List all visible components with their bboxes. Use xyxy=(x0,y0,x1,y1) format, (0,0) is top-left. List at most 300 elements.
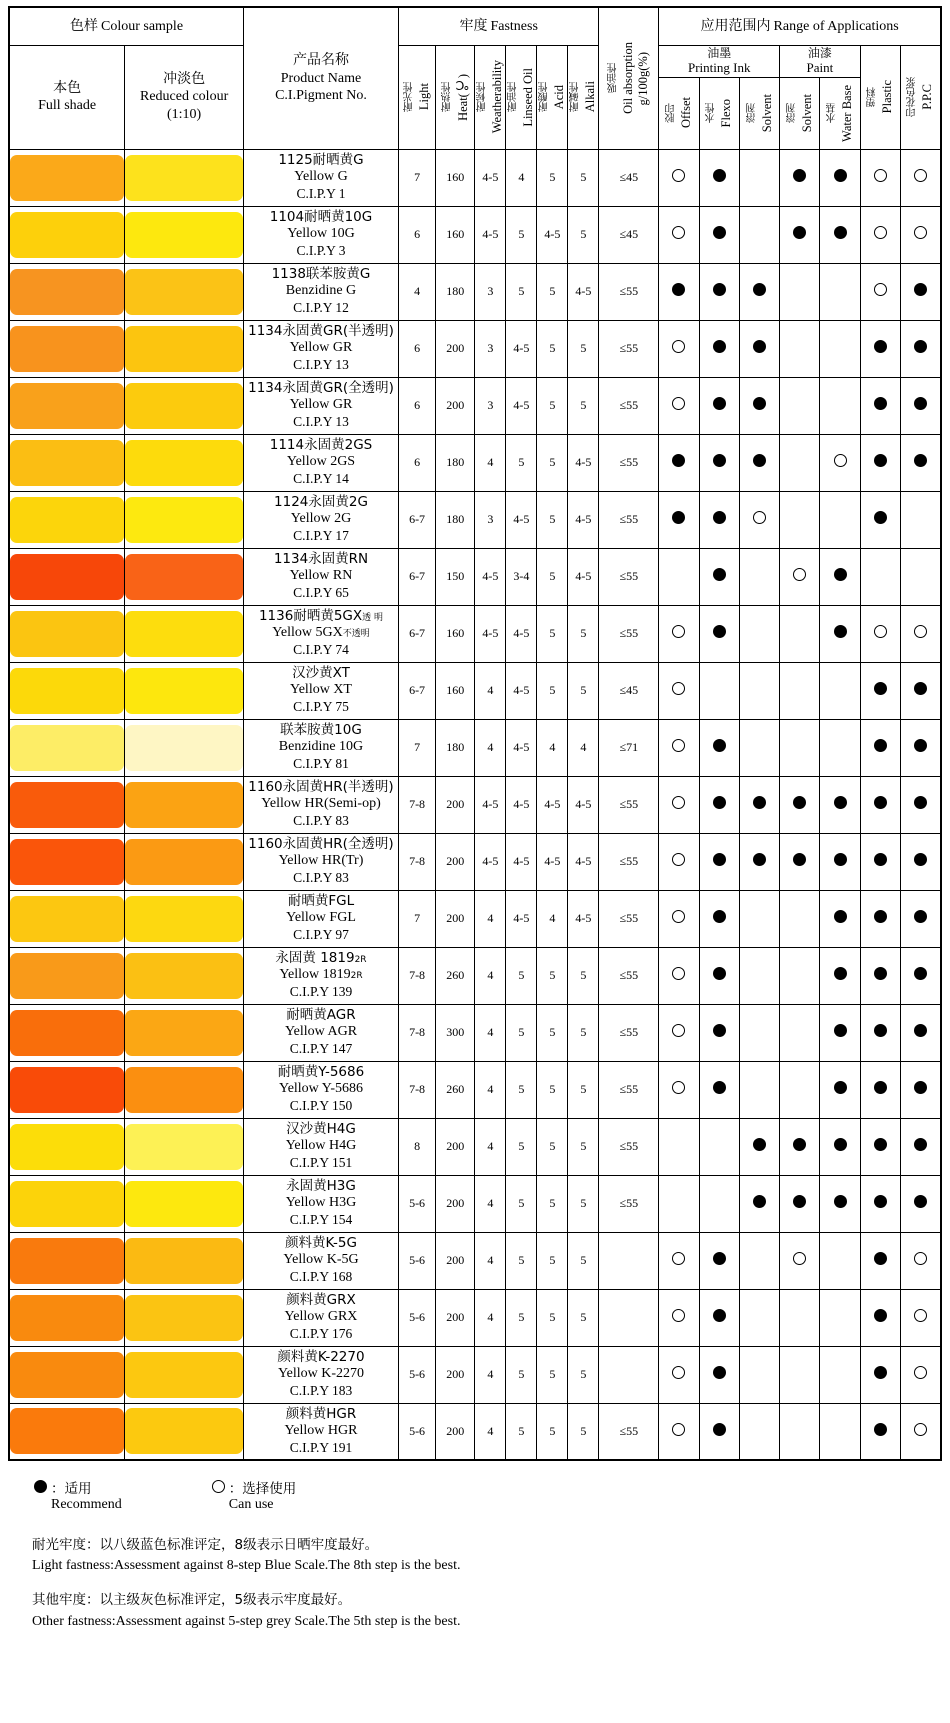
reduced-colour-swatch-cell xyxy=(125,719,244,776)
application-mark-cell xyxy=(780,491,820,548)
filled-circle-icon xyxy=(672,283,685,296)
fastness-light-value: 5-6 xyxy=(398,1346,435,1403)
filled-circle-icon xyxy=(793,1138,806,1151)
application-mark-cell xyxy=(739,1289,779,1346)
oil-absorption-value: ≤45 xyxy=(599,149,659,206)
product-name-en: Yellow H3G xyxy=(285,1195,357,1211)
product-name-en: Yellow HGR xyxy=(284,1422,358,1438)
application-mark-cell xyxy=(900,1004,941,1061)
full-shade-swatch xyxy=(10,440,124,486)
fastness-light-value: 5-6 xyxy=(398,1232,435,1289)
reduced-colour-swatch-cell xyxy=(125,1004,244,1061)
oil-absorption-value: ≤55 xyxy=(599,833,659,890)
fastness-light-value: 5-6 xyxy=(398,1289,435,1346)
fastness-heat-value: 160 xyxy=(436,206,475,263)
product-name-cn: 颜料黄K-2270 xyxy=(277,1349,365,1366)
full-shade-swatch-cell xyxy=(9,263,125,320)
fastness-heat-value: 200 xyxy=(436,320,475,377)
fastness-light-value: 6-7 xyxy=(398,662,435,719)
header-fastness-acid-en: Acid xyxy=(552,84,567,110)
filled-circle-icon xyxy=(793,853,806,866)
product-ci-number: C.I.P.Y 168 xyxy=(289,1268,353,1284)
oil-absorption-value: ≤55 xyxy=(599,548,659,605)
filled-circle-icon xyxy=(874,1366,887,1379)
filled-circle-icon xyxy=(834,1081,847,1094)
table-row xyxy=(9,377,941,434)
reduced-colour-swatch xyxy=(125,326,243,372)
filled-circle-icon xyxy=(874,853,887,866)
product-name-cell xyxy=(244,662,399,719)
filled-circle-icon xyxy=(874,1309,887,1322)
application-mark-cell xyxy=(900,548,941,605)
full-shade-swatch-cell xyxy=(9,605,125,662)
fastness-light-value: 7-8 xyxy=(398,1061,435,1118)
application-mark-cell xyxy=(860,776,900,833)
reduced-colour-swatch xyxy=(125,668,243,714)
header-fastness-alkali-cn: 耐碱性 xyxy=(570,82,582,112)
product-name-en: Yellow HR(Tr) xyxy=(278,853,364,869)
application-mark-cell xyxy=(780,1289,820,1346)
reduced-colour-swatch xyxy=(125,839,243,885)
fastness-alkali-value: 4-5 xyxy=(568,434,599,491)
application-mark-cell xyxy=(659,263,699,320)
empty-mark xyxy=(834,397,847,410)
open-circle-icon xyxy=(874,226,887,239)
application-mark-cell xyxy=(900,890,941,947)
application-mark-cell xyxy=(820,149,860,206)
empty-mark xyxy=(793,625,806,638)
reduced-colour-swatch-cell xyxy=(125,548,244,605)
reduced-colour-swatch xyxy=(125,155,243,201)
open-circle-icon xyxy=(672,226,685,239)
full-shade-swatch-cell xyxy=(9,434,125,491)
application-mark-cell xyxy=(739,491,779,548)
application-mark-cell xyxy=(820,890,860,947)
fastness-alkali-value: 4-5 xyxy=(568,548,599,605)
fastness-alkali-value: 4-5 xyxy=(568,890,599,947)
product-name-cn: 颜料黄GRX xyxy=(286,1292,356,1309)
full-shade-swatch-cell xyxy=(9,206,125,263)
product-ci-number: C.I.P.Y 151 xyxy=(289,1154,353,1170)
table-row xyxy=(9,149,941,206)
empty-mark xyxy=(753,967,766,980)
application-mark-cell xyxy=(900,491,941,548)
application-mark-cell xyxy=(900,1289,941,1346)
application-mark-cell xyxy=(900,149,941,206)
table-row xyxy=(9,833,941,890)
application-mark-cell xyxy=(900,1061,941,1118)
fastness-weather-value: 4 xyxy=(475,1175,506,1232)
open-circle-icon xyxy=(672,1309,685,1322)
legend-can-use-en: Can use xyxy=(228,1497,274,1512)
full-shade-swatch xyxy=(10,554,124,600)
legend-recommend-cn: ：适用 xyxy=(51,1481,92,1497)
header-app-offset-en: Offset xyxy=(678,97,693,129)
fastness-oil-value: 5 xyxy=(506,1232,537,1289)
product-name-cell xyxy=(244,890,399,947)
application-mark-cell xyxy=(699,1346,739,1403)
full-shade-swatch-cell xyxy=(9,1346,125,1403)
header-ink-group xyxy=(659,45,780,149)
header-app-plastic-en: Plastic xyxy=(880,80,895,114)
fastness-light-value: 5-6 xyxy=(398,1175,435,1232)
application-mark-cell xyxy=(659,206,699,263)
application-mark-cell xyxy=(860,491,900,548)
fastness-oil-value: 5 xyxy=(506,206,537,263)
fastness-weather-value: 4 xyxy=(475,890,506,947)
application-mark-cell xyxy=(820,263,860,320)
filled-circle-icon xyxy=(834,1024,847,1037)
product-name-cell xyxy=(244,833,399,890)
product-name-cn: 1160永固黄HR(半透明) xyxy=(248,779,394,796)
header-product-name-ci: C.I.Pigment No. xyxy=(275,88,367,103)
reduced-colour-swatch xyxy=(125,497,243,543)
header-app-ppc xyxy=(900,45,941,149)
application-mark-cell xyxy=(699,491,739,548)
product-name-en: Yellow H4G xyxy=(285,1138,357,1154)
filled-circle-icon xyxy=(914,454,927,467)
table-row xyxy=(9,776,941,833)
reduced-colour-swatch-cell xyxy=(125,377,244,434)
open-circle-icon xyxy=(672,910,685,923)
filled-circle-icon xyxy=(793,1195,806,1208)
open-circle-icon xyxy=(914,1252,927,1265)
fastness-acid-value: 5 xyxy=(537,377,568,434)
open-circle-icon xyxy=(914,625,927,638)
fastness-heat-value: 200 xyxy=(436,1403,475,1460)
oil-absorption-value: ≤55 xyxy=(599,1175,659,1232)
full-shade-swatch-cell xyxy=(9,833,125,890)
product-name-cell xyxy=(244,206,399,263)
full-shade-swatch-cell xyxy=(9,947,125,1004)
application-mark-cell xyxy=(739,719,779,776)
application-mark-cell xyxy=(659,1289,699,1346)
application-mark-cell xyxy=(780,833,820,890)
application-mark-cell xyxy=(699,548,739,605)
header-app-water-base-cn: 水基 xyxy=(827,103,839,123)
application-mark-cell xyxy=(780,890,820,947)
oil-absorption-value: ≤55 xyxy=(599,434,659,491)
filled-circle-icon xyxy=(713,1309,726,1322)
product-name-en: Yellow HR(Semi-op) xyxy=(261,796,381,812)
empty-mark xyxy=(753,169,766,182)
reduced-colour-swatch xyxy=(125,1295,243,1341)
reduced-colour-swatch xyxy=(125,1181,243,1227)
product-name-cell xyxy=(244,320,399,377)
application-mark-cell xyxy=(900,662,941,719)
filled-circle-icon xyxy=(834,568,847,581)
application-mark-cell xyxy=(820,548,860,605)
open-circle-icon xyxy=(874,169,887,182)
full-shade-swatch-cell xyxy=(9,491,125,548)
reduced-colour-swatch-cell xyxy=(125,1118,244,1175)
fastness-heat-value: 150 xyxy=(436,548,475,605)
application-mark-cell xyxy=(860,434,900,491)
filled-circle-icon xyxy=(834,1195,847,1208)
product-ci-number: C.I.P.Y 147 xyxy=(289,1040,353,1056)
oil-absorption-value: ≤55 xyxy=(599,776,659,833)
fastness-alkali-value: 4 xyxy=(568,719,599,776)
full-shade-swatch xyxy=(10,269,124,315)
fastness-heat-value: 160 xyxy=(436,149,475,206)
fastness-acid-value: 5 xyxy=(537,1232,568,1289)
full-shade-swatch-cell xyxy=(9,1175,125,1232)
application-mark-cell xyxy=(820,206,860,263)
header-app-ppc-cn: 印花色浆 xyxy=(907,77,919,117)
oil-absorption-value: ≤55 xyxy=(599,491,659,548)
oil-absorption-value xyxy=(599,1289,659,1346)
fastness-weather-value: 4 xyxy=(475,1403,506,1460)
oil-absorption-value: ≤55 xyxy=(599,890,659,947)
fastness-weather-value: 4 xyxy=(475,1118,506,1175)
product-name-en: Yellow Y-5686 xyxy=(278,1081,363,1097)
filled-circle-icon xyxy=(753,454,766,467)
application-mark-cell xyxy=(780,1175,820,1232)
product-name-en: Yellow FGL xyxy=(286,910,356,926)
header-fastness-en: Fastness xyxy=(490,18,538,34)
full-shade-swatch xyxy=(10,896,124,942)
reduced-colour-swatch-cell xyxy=(125,263,244,320)
application-mark-cell xyxy=(780,320,820,377)
full-shade-swatch xyxy=(10,326,124,372)
application-mark-cell xyxy=(780,1004,820,1061)
application-mark-cell xyxy=(699,890,739,947)
reduced-colour-swatch-cell xyxy=(125,491,244,548)
open-circle-icon xyxy=(874,625,887,638)
oil-absorption-value: ≤55 xyxy=(599,320,659,377)
empty-mark xyxy=(753,1309,766,1322)
fastness-weather-value: 4-5 xyxy=(475,776,506,833)
empty-mark xyxy=(914,568,927,581)
application-mark-cell xyxy=(820,1232,860,1289)
header-product-name-cn: 产品名称 xyxy=(292,52,349,68)
empty-mark xyxy=(834,340,847,353)
fastness-oil-value: 5 xyxy=(506,1403,537,1460)
fastness-alkali-value: 5 xyxy=(568,1289,599,1346)
application-mark-cell xyxy=(659,662,699,719)
application-mark-cell xyxy=(659,1175,699,1232)
header-oil-absorption-en: Oil absorption xyxy=(621,42,636,115)
fastness-acid-value: 5 xyxy=(537,1175,568,1232)
filled-circle-icon xyxy=(793,796,806,809)
fastness-oil-value: 5 xyxy=(506,1175,537,1232)
header-fastness-alkali-en: Alkali xyxy=(583,81,598,113)
product-name-cn: 1125耐晒黄G xyxy=(278,152,364,169)
application-mark-cell xyxy=(860,320,900,377)
footnotes xyxy=(32,1535,942,1632)
application-mark-cell xyxy=(820,1118,860,1175)
application-mark-cell xyxy=(699,776,739,833)
filled-circle-icon xyxy=(713,283,726,296)
table-row xyxy=(9,605,941,662)
header-app-flexo xyxy=(700,78,740,149)
fastness-alkali-value: 5 xyxy=(568,1061,599,1118)
reduced-colour-swatch xyxy=(125,269,243,315)
fastness-heat-value: 200 xyxy=(436,377,475,434)
open-circle-icon xyxy=(672,397,685,410)
fastness-alkali-value: 4-5 xyxy=(568,491,599,548)
reduced-colour-swatch-cell xyxy=(125,605,244,662)
legend-can-use-cn: ：选择使用 xyxy=(228,1481,297,1497)
table-row xyxy=(9,320,941,377)
empty-mark xyxy=(793,682,806,695)
table-row xyxy=(9,1175,941,1232)
empty-mark xyxy=(713,1138,726,1151)
application-mark-cell xyxy=(659,320,699,377)
empty-mark xyxy=(672,1138,685,1151)
filled-circle-icon xyxy=(874,1024,887,1037)
empty-mark xyxy=(834,682,847,695)
product-name-cell xyxy=(244,377,399,434)
open-circle-icon xyxy=(914,169,927,182)
product-ci-number: C.I.P.Y 75 xyxy=(293,698,349,714)
fastness-acid-value: 5 xyxy=(537,662,568,719)
fastness-weather-value: 4 xyxy=(475,1004,506,1061)
fastness-heat-value: 180 xyxy=(436,434,475,491)
fastness-light-value: 6 xyxy=(398,206,435,263)
fastness-light-value: 7 xyxy=(398,149,435,206)
application-mark-cell xyxy=(900,1175,941,1232)
application-mark-cell xyxy=(820,1403,860,1460)
application-mark-cell xyxy=(820,1004,860,1061)
fastness-heat-value: 200 xyxy=(436,890,475,947)
fastness-weather-value: 4 xyxy=(475,1061,506,1118)
footnote-other-fastness xyxy=(32,1590,942,1631)
application-mark-cell xyxy=(820,377,860,434)
header-app-flexo-cn: 水性 xyxy=(706,103,718,123)
application-mark-cell xyxy=(900,1118,941,1175)
product-name-en: Yellow K-5G xyxy=(283,1252,359,1268)
fastness-heat-value: 180 xyxy=(436,491,475,548)
application-mark-cell xyxy=(659,947,699,1004)
application-mark-cell xyxy=(659,776,699,833)
filled-circle-icon xyxy=(834,169,847,182)
filled-circle-icon xyxy=(793,226,806,239)
full-shade-swatch xyxy=(10,1124,124,1170)
application-mark-cell xyxy=(699,149,739,206)
open-circle-icon xyxy=(914,1423,927,1436)
fastness-acid-value: 5 xyxy=(537,491,568,548)
application-mark-cell xyxy=(820,434,860,491)
fastness-heat-value: 200 xyxy=(436,833,475,890)
header-fastness-weather-en: Weatherability xyxy=(490,60,505,134)
application-mark-cell xyxy=(739,1004,779,1061)
full-shade-swatch-cell xyxy=(9,1118,125,1175)
fastness-weather-value: 4-5 xyxy=(475,548,506,605)
product-name-en: Yellow GRX xyxy=(284,1309,358,1325)
application-mark-cell xyxy=(739,263,779,320)
product-ci-number: C.I.P.Y 150 xyxy=(289,1097,353,1113)
filled-circle-icon xyxy=(753,796,766,809)
filled-circle-icon xyxy=(874,1081,887,1094)
empty-mark xyxy=(793,739,806,752)
application-mark-cell xyxy=(900,833,941,890)
full-shade-swatch xyxy=(10,1295,124,1341)
fastness-acid-value: 5 xyxy=(537,320,568,377)
header-app-plastic xyxy=(860,45,900,149)
reduced-colour-swatch xyxy=(125,440,243,486)
header-full-shade xyxy=(9,45,125,149)
application-mark-cell xyxy=(780,1403,820,1460)
fastness-alkali-value: 5 xyxy=(568,605,599,662)
legend-recommend-en: Recommend xyxy=(51,1497,122,1512)
product-ci-number: C.I.P.Y 154 xyxy=(289,1211,353,1227)
fastness-light-value: 6-7 xyxy=(398,491,435,548)
full-shade-swatch xyxy=(10,212,124,258)
application-mark-cell xyxy=(900,719,941,776)
empty-mark xyxy=(793,340,806,353)
product-name-cell xyxy=(244,1118,399,1175)
filled-circle-icon xyxy=(672,454,685,467)
fastness-oil-value: 4-5 xyxy=(506,890,537,947)
reduced-colour-swatch-cell xyxy=(125,1061,244,1118)
filled-circle-icon xyxy=(713,1423,726,1436)
footnote-light-en: Light fastness:Assessment against 8-step Blue Scale.The 8th step is the best. xyxy=(32,1558,461,1574)
fastness-alkali-value: 5 xyxy=(568,1118,599,1175)
header-fastness-weather-cn: 耐候性 xyxy=(477,82,489,112)
application-mark-cell xyxy=(860,833,900,890)
empty-mark xyxy=(753,1024,766,1037)
filled-circle-icon xyxy=(914,1081,927,1094)
empty-mark xyxy=(834,1366,847,1379)
application-mark-cell xyxy=(900,605,941,662)
application-mark-cell xyxy=(860,206,900,263)
product-name-cell xyxy=(244,1232,399,1289)
application-mark-cell xyxy=(699,1289,739,1346)
empty-mark xyxy=(793,511,806,524)
application-mark-cell xyxy=(860,377,900,434)
application-mark-cell xyxy=(780,662,820,719)
fastness-oil-value: 4 xyxy=(506,149,537,206)
reduced-colour-swatch xyxy=(125,782,243,828)
product-name-cell xyxy=(244,1061,399,1118)
application-mark-cell xyxy=(699,1175,739,1232)
empty-mark xyxy=(793,1081,806,1094)
header-range-cn: 应用范围内 xyxy=(700,17,771,34)
application-mark-cell xyxy=(820,719,860,776)
table-row xyxy=(9,947,941,1004)
fastness-acid-value: 4-5 xyxy=(537,206,568,263)
filled-circle-icon xyxy=(713,853,726,866)
application-mark-cell xyxy=(780,149,820,206)
application-mark-cell xyxy=(659,719,699,776)
fastness-acid-value: 5 xyxy=(537,548,568,605)
empty-mark xyxy=(753,625,766,638)
fastness-heat-value: 200 xyxy=(436,1175,475,1232)
fastness-heat-value: 200 xyxy=(436,1346,475,1403)
table-row xyxy=(9,719,941,776)
product-name-cell xyxy=(244,1175,399,1232)
application-mark-cell xyxy=(860,1232,900,1289)
fastness-oil-value: 4-5 xyxy=(506,377,537,434)
application-mark-cell xyxy=(860,1403,900,1460)
table-row xyxy=(9,1346,941,1403)
open-circle-icon xyxy=(672,1423,685,1436)
header-range-applications xyxy=(659,7,941,45)
filled-circle-icon xyxy=(713,1252,726,1265)
product-ci-number: C.I.P.Y 12 xyxy=(293,299,349,315)
fastness-acid-value: 4 xyxy=(537,890,568,947)
product-name-cn: 1124永固黄2G xyxy=(274,494,368,511)
application-mark-cell xyxy=(659,149,699,206)
fastness-light-value: 6-7 xyxy=(398,605,435,662)
product-name-en: Yellow GR xyxy=(289,340,353,356)
application-mark-cell xyxy=(780,605,820,662)
product-name-en: Yellow RN xyxy=(289,568,353,584)
product-name-en: Yellow K-2270 xyxy=(277,1366,365,1382)
application-mark-cell xyxy=(659,833,699,890)
footnote-light-cn: 耐光牢度：以八级蓝色标准评定，8级表示日晒牢度最好。 xyxy=(32,1537,379,1553)
